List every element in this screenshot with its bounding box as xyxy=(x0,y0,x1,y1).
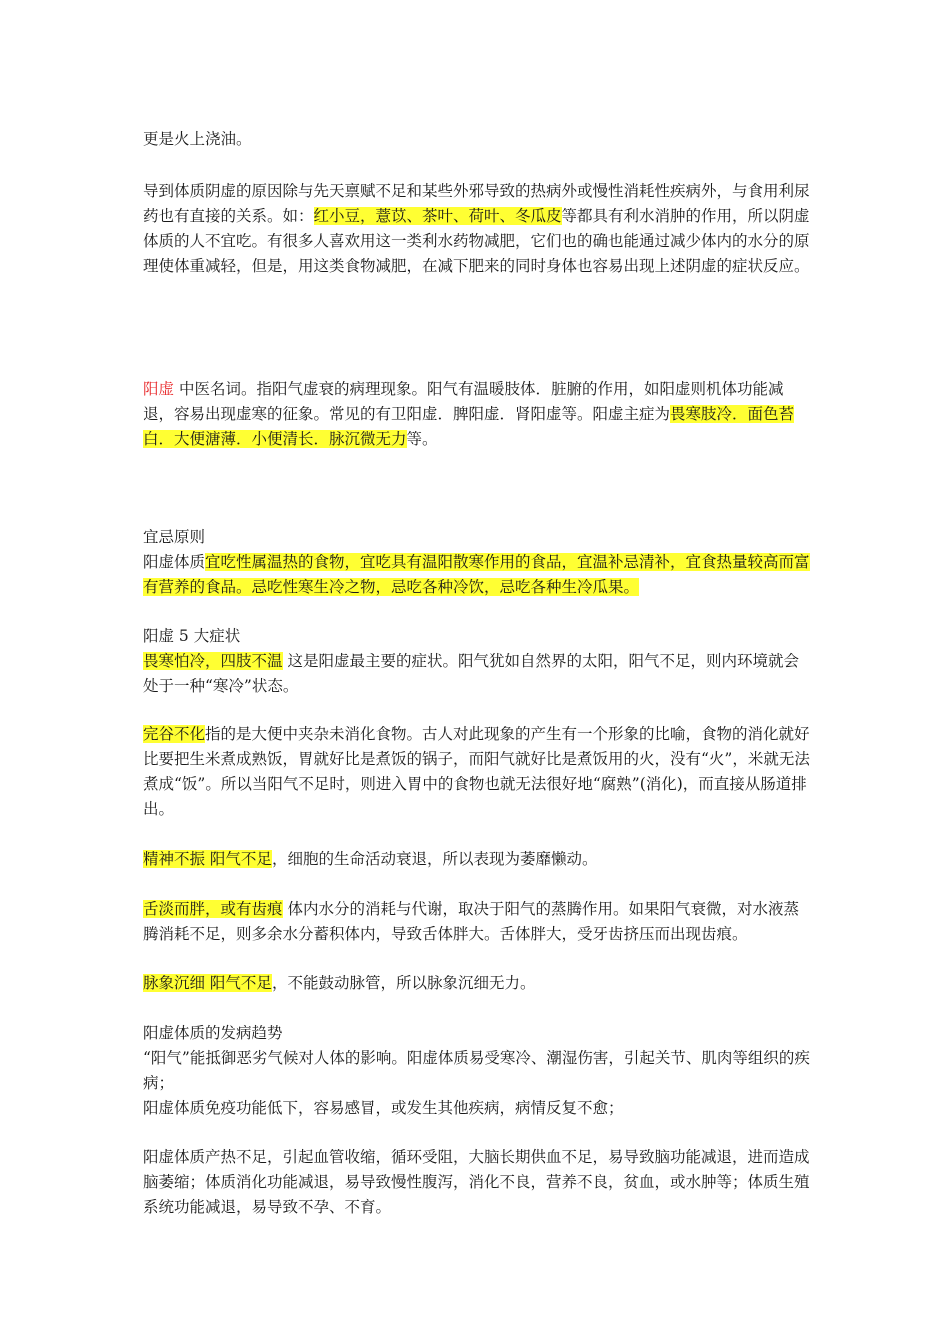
paragraph-yiji xyxy=(143,550,811,600)
symptom-5 xyxy=(143,971,811,996)
paragraph-intro xyxy=(143,127,811,152)
symptom-3 xyxy=(143,847,811,872)
symptom-2 xyxy=(143,722,811,822)
highlight: 畏寒肢冷．面色苔白．大便溏薄．小便清长．脉沉微无力 xyxy=(143,405,795,448)
text: 体内水分的消耗与代谢，取决于阳气的蒸腾作用。如果阳气衰微，对水液蒸腾消耗不足，则多余水分蓄积体内，导致舌体胖大。舌体胖大，受牙齿挤压而出现齿痕。 xyxy=(143,900,799,943)
highlight: 舌淡而胖，或有齿痕 xyxy=(143,900,283,918)
trend-1 xyxy=(143,1046,811,1096)
heading-five-symptoms xyxy=(143,624,811,649)
highlight: 精神不振 阳气不足 xyxy=(143,850,272,868)
highlight: 完谷不化 xyxy=(143,725,206,743)
heading-trend xyxy=(143,1021,811,1046)
text: 更是火上浇油。 xyxy=(143,130,252,148)
text: 阳虚体质免疫功能低下，容易感冒，或发生其他疾病，病情反复不愈； xyxy=(143,1099,624,1117)
heading-yiji xyxy=(143,525,811,550)
heading-text: 阳虚 5 大症状 xyxy=(143,627,241,645)
paragraph-yinxu-cause xyxy=(143,179,811,279)
trend-2 xyxy=(143,1096,811,1121)
term-yangxu: 阳虚 xyxy=(143,380,175,398)
text: 等都具有利水消肿的作用，所以阴虚体质的人不宜吃。有很多人喜欢用这一类利水药物减肥，它们也的确也能通过减少体内的水分的原理使体重减轻，但是，用这类食物减肥，在减下肥来的同时身体也容易出现上述阴虚的症状反应。 xyxy=(143,207,810,275)
highlight: 脉象沉细 阳气不足 xyxy=(143,974,272,992)
text: “阳气”能抵御恶劣气候对人体的影响。阳虚体质易受寒冷、潮湿伤害，引起关节、肌肉等组织的疾病； xyxy=(143,1049,810,1092)
text: 指的是大便中夹杂未消化食物。古人对此现象的产生有一个形象的比喻，食物的消化就好比要把生米煮成熟饭，胃就好比是煮饭的锅子，而阳气就好比是煮饭用的火，没有“火”，米就无法煮成“饭”。所以当阳气不足时，则进入胃中的食物也就无法很好地“腐熟”(消化)，而直接从肠道排出。 xyxy=(143,725,810,818)
text: ，不能鼓动脉管，所以脉象沉细无力。 xyxy=(271,974,536,992)
text: 这是阳虚最主要的症状。阳气犹如自然界的太阳，阳气不足，则内环境就会处于一种“寒冷”状态。 xyxy=(143,652,799,695)
highlight: 畏寒怕冷，四肢不温 xyxy=(143,652,283,670)
text: 阳虚体质产热不足，引起血管收缩，循环受阻，大脑长期供血不足，易导致脑功能减退，进而造成脑萎缩；体质消化功能减退，易导致慢性腹泻，消化不良，营养不良，贫血，或水肿等；体质生殖系统功能减退，易导致不孕、不育。 xyxy=(143,1148,810,1216)
heading-text: 阳虚体质的发病趋势 xyxy=(143,1024,283,1042)
paragraph-yangxu-definition xyxy=(143,377,811,452)
heading-text: 宜忌原则 xyxy=(143,528,206,546)
text: 等。 xyxy=(406,430,438,448)
text: 阳虚体质 xyxy=(143,553,206,571)
highlight: 宜吃性属温热的食物，宜吃具有温阳散寒作用的食品，宜温补忌清补，宜食热量较高而富有营养的食品。忌吃性寒生冷之物，忌吃各种冷饮，忌吃各种生冷瓜果。 xyxy=(143,553,810,596)
trend-3 xyxy=(143,1145,811,1220)
text: 导到体质阴虚的原因除与先天禀赋不足和某些外邪导致的热病外或慢性消耗性疾病外，与食用利尿药也有直接的关系。如： xyxy=(143,182,810,225)
text: 中医名词。指阳气虚衰的病理现象。阳气有温暖肢体．脏腑的作用，如阳虚则机体功能减退，容易出现虚寒的征象。常见的有卫阳虚．脾阳虚．肾阳虚等。阳虚主症为 xyxy=(143,380,784,423)
symptom-1 xyxy=(143,649,811,699)
symptom-4 xyxy=(143,897,811,947)
highlight: 红小豆，薏苡、茶叶、荷叶、冬瓜皮 xyxy=(313,207,562,225)
text: ，细胞的生命活动衰退，所以表现为萎靡懒动。 xyxy=(271,850,598,868)
